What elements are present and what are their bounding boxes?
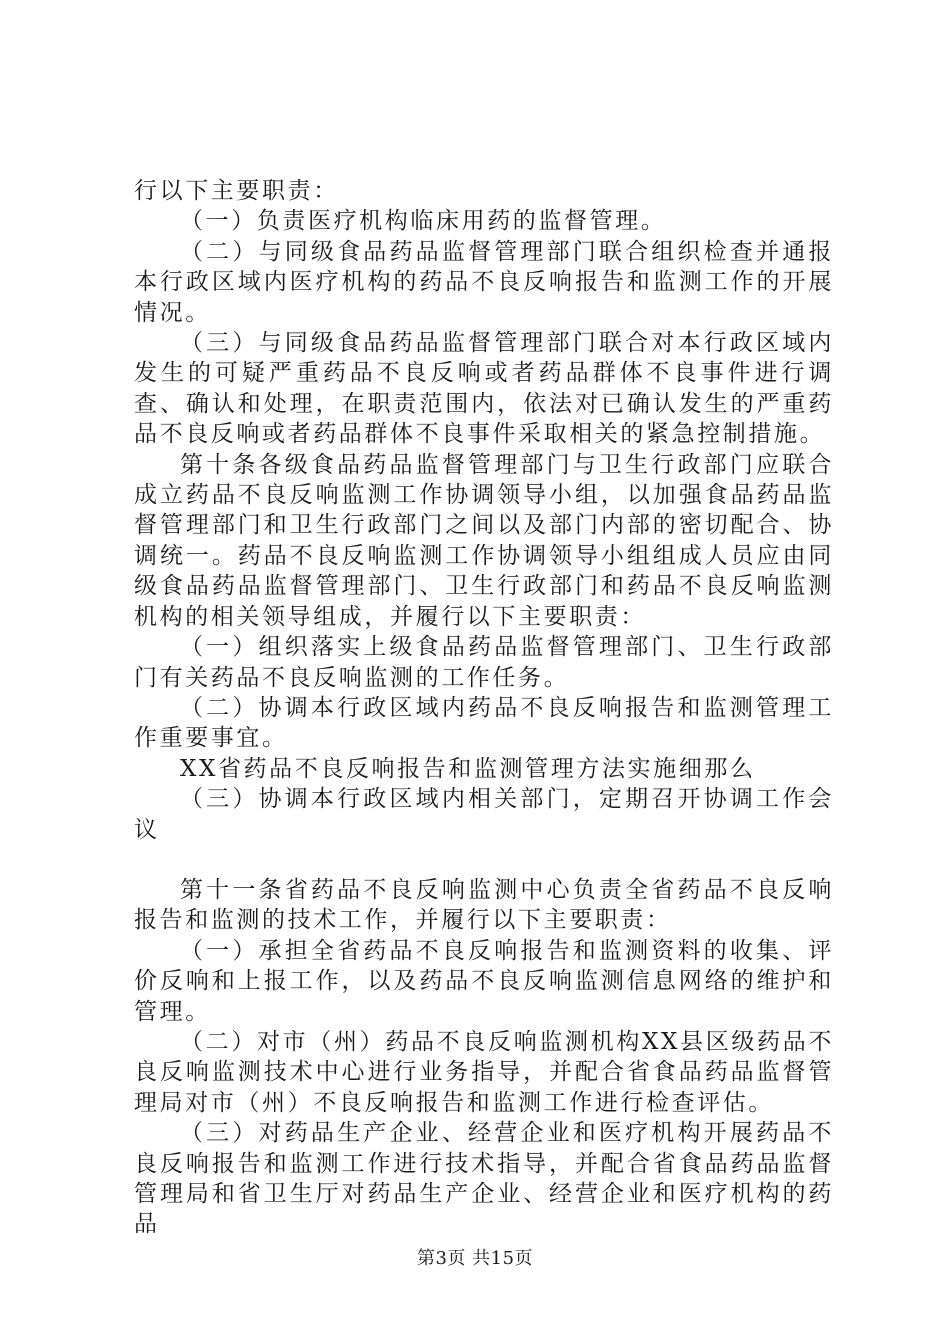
paragraph: （二）对市（州）药品不良反响监测机构XX县区级药品不良反响监测技术中心进行业务指导，并配合省食品药品监督管理局对市（州）不良反响报告和监测工作进行检查评估。 xyxy=(134,1028,834,1116)
paragraph: （三）对药品生产企业、经营企业和医疗机构开展药品不良反响报告和监测工作进行技术指导，并配合省食品药品监督管理局和省卫生厅对药品生产企业、经营企业和医疗机构的药品 xyxy=(134,1120,834,1238)
paragraph: （二）与同级食品药品监督管理部门联合组织检查并通报本行政区域内医疗机构的药品不良反响报告和监测工作的开展情况。 xyxy=(134,238,834,326)
paragraph: （一）负责医疗机构临床用药的监督管理。 xyxy=(180,208,667,235)
paragraph: 行以下主要职责： xyxy=(134,178,339,204)
paragraph: （三）协调本行政区域内相关部门，定期召开协调工作会议 xyxy=(134,786,834,843)
document-body xyxy=(134,176,834,1240)
document-title-line: XX省药品不良反响报告和监测管理方法实施细那么 xyxy=(180,755,756,782)
paragraph: （一）组织落实上级食品药品监督管理部门、卫生行政部门有关药品不良反响监测的工作任务。 xyxy=(134,634,834,691)
page-number-footer: 第3页 共15页 xyxy=(416,1248,534,1269)
paragraph: 第十条各级食品药品监督管理部门与卫生行政部门应联合成立药品不良反响监测工作协调领导小组，以加强食品药品监督管理部门和卫生行政部门之间以及部门内部的密切配合、协调统一。药品不良反响监测工作协调领导小组组成人员应由同级食品药品监督管理部门、卫生行政部门和药品不良反响监测机构的相关领导组成，并履行以下主要职责： xyxy=(134,451,834,630)
paragraph: （一）承担全省药品不良反响报告和监测资料的收集、评价反响和上报工作，以及药品不良反响监测信息网络的维护和管理。 xyxy=(134,937,834,1025)
paragraph: （三）与同级食品药品监督管理部门联合对本行政区域内发生的可疑严重药品不良反响或者药品群体不良事件进行调查、确认和处理，在职责范围内，依法对已确认发生的严重药品不良反响或者药品群体不良事件采取相关的紧急控制措施。 xyxy=(134,330,834,448)
paragraph-gap xyxy=(134,845,834,875)
paragraph: 第十一条省药品不良反响监测中心负责全省药品不良反响报告和监测的技术工作，并履行以下主要职责： xyxy=(134,876,834,934)
paragraph: （二）协调本行政区域内药品不良反响报告和监测管理工作重要事宜。 xyxy=(134,694,834,752)
